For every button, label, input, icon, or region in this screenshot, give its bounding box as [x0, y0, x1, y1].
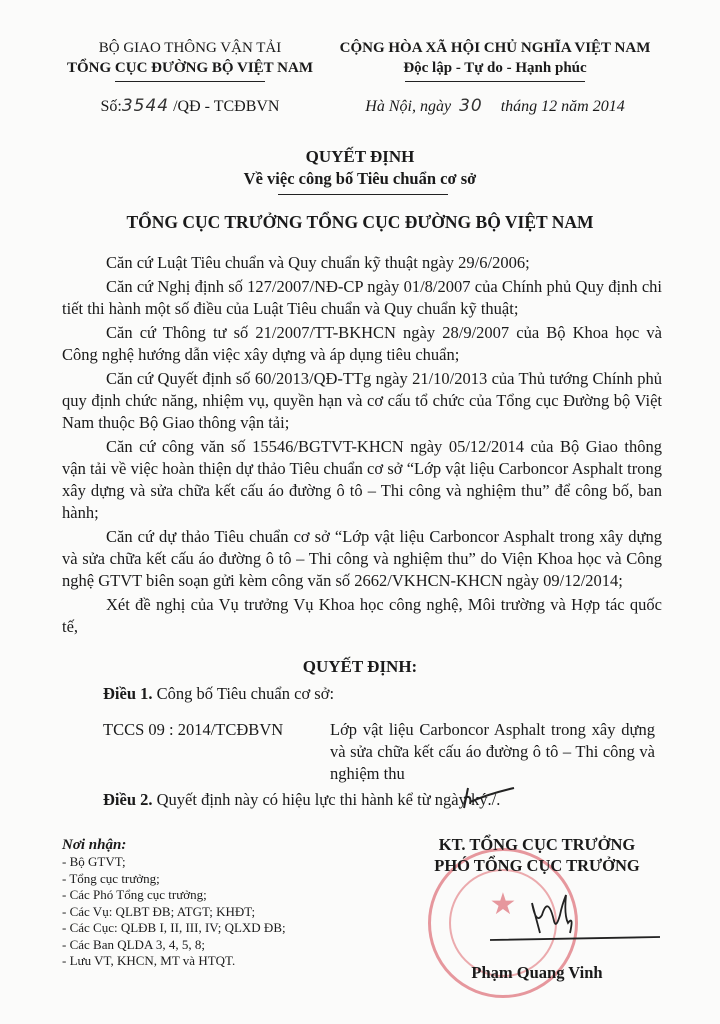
signature-line-1: KT. TỔNG CỤC TRƯỞNG [438, 835, 636, 854]
subject-underline [278, 194, 448, 195]
issuing-agency-block [60, 38, 320, 117]
preamble-item: Căn cứ dự thảo Tiêu chuẩn cơ sở “Lớp vật liệu Carboncor Asphalt trong xây dựng và sửa chữa kết cấu áo đường ô tô – Thi công và nghiệm thu” do Viện Khoa học và Công nghệ GTVT biên soạn gửi kèm công văn số 2662/VKHCN-KHCN ngày 09/12/2014; [62, 527, 662, 590]
article-1-text: Công bố Tiêu chuẩn cơ sở: [152, 684, 335, 703]
recipient-item: - Lưu VT, KHCN, MT và HTQT. [62, 953, 236, 968]
recipient-item: - Các Ban QLDA 3, 4, 5, 8; [62, 936, 205, 952]
document-number [60, 96, 320, 117]
stamp-star-icon: ★ [489, 887, 517, 922]
document-title: QUYẾT ĐỊNH [305, 147, 415, 166]
country-name: CỘNG HÒA XÃ HỘI CHỦ NGHĨA VIỆT NAM [339, 40, 651, 56]
preamble-item: Căn cứ Thông tư số 21/2007/TT-BKHCN ngày 28/9/2007 của Bộ Khoa học và Công nghệ hướng dẫn việc xây dựng và áp dụng tiêu chuẩn; [62, 323, 662, 364]
preamble [62, 252, 662, 640]
preamble-item: Xét đề nghị của Vụ trưởng Vụ Khoa học công nghệ, Môi trường và Hợp tác quốc tế, [62, 595, 662, 636]
article-2-label: Điều 2. [103, 790, 153, 809]
national-header-block [320, 38, 670, 117]
document-subject: Về việc công bố Tiêu chuẩn cơ sở [243, 169, 477, 188]
recipient-item: - Bộ GTVT; [62, 854, 126, 869]
article-2 [103, 789, 500, 811]
issuing-authority: TỔNG CỤC TRƯỞNG TỔNG CỤC ĐƯỜNG BỘ VIỆT NAM [126, 212, 594, 232]
signature-line-2: PHÓ TỔNG CỤC TRƯỞNG [434, 856, 640, 875]
motto-underline [405, 81, 585, 82]
signature-block [392, 834, 682, 876]
ministry-name: BỘ GIAO THÔNG VẬN TẢI [98, 40, 282, 56]
article-2-text: Quyết định này có hiệu lực thi hành kể từ ngày ký./. [152, 790, 501, 809]
recipients-title: Nơi nhận: [62, 837, 127, 853]
standard-code: TCCS 09 : 2014/TCĐBVN [103, 720, 284, 739]
national-motto: Độc lập - Tự do - Hạnh phúc [403, 60, 587, 76]
article-1-label: Điều 1. [103, 684, 153, 703]
recipient-item: - Tổng cục trưởng; [62, 870, 160, 886]
signer-name: Phạm Quang Vinh [471, 963, 603, 982]
place-date-prefix: Hà Nội, ngày [365, 98, 452, 115]
recipient-item: - Các Vụ: QLBT ĐB; ATGT; KHĐT; [62, 903, 256, 919]
number-label: Số: [100, 98, 122, 115]
recipients-block [62, 836, 382, 970]
place-date [320, 96, 670, 117]
initial-mark-icon [458, 784, 518, 812]
handwritten-number: 3544 [121, 96, 170, 116]
handwritten-day: 30 [459, 96, 483, 116]
standard-title: Lớp vật liệu Carboncor Asphalt trong xây dựng và sửa chữa kết cấu áo đường ô tô – Thi công và nghiệm thu [330, 720, 655, 783]
recipient-item: - Các Cục: QLĐB I, II, III, IV; QLXD ĐB; [62, 920, 286, 935]
article-1 [103, 683, 334, 705]
preamble-item: Căn cứ công văn số 15546/BGTVT-KHCN ngày 05/12/2014 của Bộ Giao thông vận tải về việc hoàn thiện dự thảo Tiêu chuẩn cơ sở “Lớp vật liệu Carboncor Asphalt trong xây dựng và sửa chữa kết cấu áo đường ô tô – Thi công và nghiệm thu” để công bố, ban hành; [62, 437, 662, 522]
preamble-item: Căn cứ Quyết định số 60/2013/QĐ-TTg ngày 21/10/2013 của Thủ tướng Chính phủ quy định chức năng, nhiệm vụ, quyền hạn và cơ cấu tổ chức của Tổng cục Đường bộ Việt Nam thuộc Bộ Giao thông vận tải; [62, 369, 662, 432]
decision-heading: QUYẾT ĐỊNH: [302, 657, 418, 676]
handwritten-signature-icon [470, 885, 670, 955]
recipient-item: - Các Phó Tổng cục trưởng; [62, 887, 207, 902]
preamble-item: Căn cứ Luật Tiêu chuẩn và Quy chuẩn kỹ thuật ngày 29/6/2006; [106, 253, 530, 272]
preamble-item: Căn cứ Nghị định số 127/2007/NĐ-CP ngày 01/8/2007 của Chính phủ Quy định chi tiết thi hành một số điều của Luật Tiêu chuẩn và Quy chuẩn kỹ thuật; [62, 277, 662, 318]
place-date-suffix: tháng 12 năm 2014 [500, 98, 625, 115]
agency-name: TỔNG CỤC ĐƯỜNG BỘ VIỆT NAM [67, 60, 313, 76]
agency-underline [115, 81, 265, 82]
number-suffix: /QĐ - TCĐBVN [173, 98, 280, 115]
